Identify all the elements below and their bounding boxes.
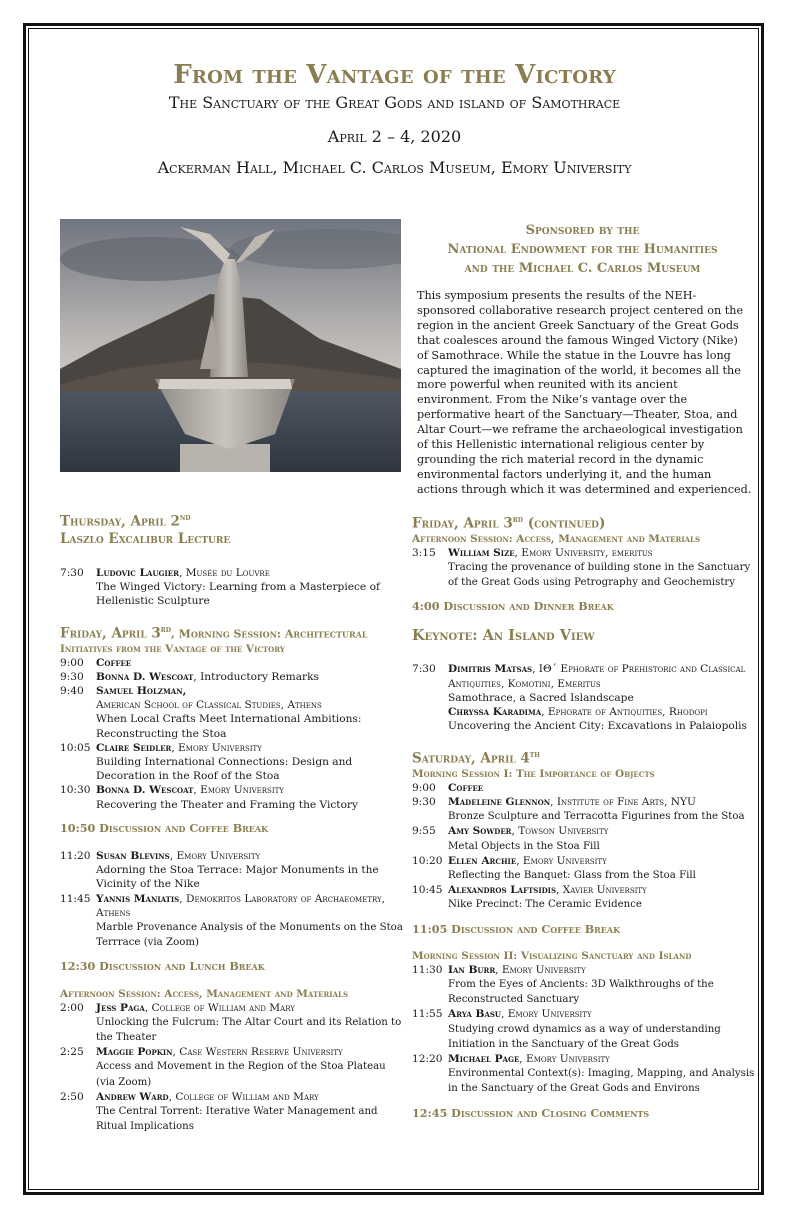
morning-session-1-heading: Morning Session I: The Importance of Objects: [412, 767, 655, 780]
program-item: 7:30 Dimitris Matsas, IΘ΄ Ephorate of Prehistoric and Classical Antiquities, Komotini, Emeritus Samothrace, a Sacred Islandscape Chryssa Karadima, Ephorate of Antiquities, Rhodopi Uncovering the Ancient City: Excavations in Palaiopolis: [412, 663, 747, 733]
program-item: 10:05 Claire Seidler, Emory University Building International Connections: Design and Decoration in the Roof of the Stoa: [60, 741, 353, 783]
friday-heading: Friday, April 3rd, Morning Session: Architectural: [60, 625, 368, 642]
program-item: 12:20 Michael Page, Emory University Environmental Context(s): Imaging, Mapping, and Analysis in the Sanctuary of the Great Gods and Environs: [412, 1053, 755, 1095]
sponsor-heading: [410, 221, 755, 278]
keynote-heading: Keynote: An Island View: [412, 627, 595, 645]
event-venue: Ackerman Hall, Michael C. Carlos Museum, Emory University: [157, 158, 632, 177]
program-item: 9:30 Madeleine Glennon, Institute of Fine Arts, NYU Bronze Sculpture and Terracotta Figurines from the Stoa: [412, 796, 745, 823]
sponsor-line-2: National Endowment for the Humanities: [447, 242, 718, 257]
program-right-column: [412, 512, 757, 1120]
saturday-heading: Saturday, April 4th: [412, 750, 540, 767]
intro-paragraph: This symposium presents the results of the NEH-sponsored collaborative research project centered on the region in the ancient Greek Sanctuary of the Great Gods that coalesces around the famous Winged Victory (Nike) of Samothrace. While the statue in the Louvre has long captured the imagination of the world, it becomes all the more powerful when reunited with its ancient environment. From the Nike’s vantage over the performative heart of the Sanctuary—Theater, Stoa, and Altar Court—we reframe the archaeological investigation of this Hellenistic international religious center by grounding the rich material record in the dynamic environmental factors underlying it, and the human actions through which it was determined and experienced.: [417, 289, 752, 496]
program-item: 11:55 Arya Basu, Emory University Studying crowd dynamics as a way of understanding Initiation in the Sanctuary of the Great Gods: [412, 1008, 721, 1050]
morning-session-2-heading: Morning Session II: Visualizing Sanctuary and Island: [412, 949, 692, 962]
program-item: 9:00 Coffee: [412, 781, 484, 794]
program-item: 9:00 Coffee: [60, 656, 132, 669]
event-dates: April 2 – 4, 2020: [327, 127, 462, 146]
program-item: 2:25 Maggie Popkin, Case Western Reserve University Access and Movement in the Region of the Stoa Plateau (via Zoom): [60, 1046, 386, 1088]
program-item: 9:40 Samuel Holzman, American School of Classical Studies, Athens When Local Crafts Meet International Ambitions: Reconstructing the Stoa: [60, 685, 362, 740]
coffee-break: 10:50 Discussion and Coffee Break: [60, 820, 269, 835]
closing-comments: 12:45 Discussion and Closing Comments: [412, 1105, 650, 1120]
sponsor-line-3: and the Michael C. Carlos Museum: [464, 261, 701, 276]
thursday-heading: Thursday, April 2nd: [60, 513, 191, 530]
page-subtitle: The Sanctuary of the Great Gods and island of Samothrace: [168, 93, 621, 112]
morning-session-heading: Initiatives from the Vantage of the Victory: [60, 642, 285, 655]
program-item: 2:50 Andrew Ward, College of William and Mary The Central Torrent: Iterative Water Management and Ritual Implications: [60, 1090, 378, 1133]
program-item: 11:45 Yannis Maniatis, Demokritos Laboratory of Archaeometry, Athens Marble Provenance Analysis of the Monuments on the Stoa Terrrace (via Zoom): [60, 892, 403, 949]
program-item: 9:55 Amy Sowder, Towson University Metal Objects in the Stoa Fill: [412, 825, 609, 852]
lecture-heading: Laszlo Excalibur Lecture: [60, 530, 231, 547]
program-item: 2:00 Jess Paga, College of William and Mary Unlocking the Fulcrum: The Altar Court and its Relation to the Theater: [60, 1001, 402, 1044]
coffee-break: 11:05 Discussion and Coffee Break: [412, 921, 621, 936]
winged-victory-photo: [60, 219, 401, 472]
lunch-break: 12:30 Discussion and Lunch Break: [60, 959, 265, 974]
sponsor-line-1: Sponsored by the: [525, 223, 640, 238]
dinner-break: 4:00 Discussion and Dinner Break: [412, 599, 614, 614]
program-item: 9:30 Bonna D. Wescoat, Introductory Remarks: [60, 670, 319, 683]
program-item: 10:45 Alexandros Laftsidis, Xavier University Nike Precinct: The Ceramic Evidence: [412, 884, 647, 911]
afternoon-session-heading: Afternoon Session: Access, Management and Materials: [60, 987, 349, 1000]
program-item: 3:15 William Size, Emory University, emeritus Tracing the provenance of building stone in the Sanctuary of the Great Gods using Petrography and Geochemistry: [412, 546, 751, 588]
program-item: 10:30 Bonna D. Wescoat, Emory University Recovering the Theater and Framing the Victory: [60, 784, 358, 811]
friday-continued-heading: Friday, April 3rd (continued): [412, 515, 606, 532]
program-item: 10:20 Ellen Archie, Emory University Reflecting the Banquet: Glass from the Stoa Fill: [412, 854, 696, 882]
program-item: 7:30 Ludovic Laugier, Musée du Louvre The Winged Victory: Learning from a Masterpiece of Hellenistic Sculpture: [60, 566, 380, 607]
program-item: 11:30 Ian Burr, Emory University From the Eyes of Ancients: 3D Walkthroughs of the Reconstructed Sanctuary: [412, 963, 714, 1006]
program-left-column: [60, 510, 405, 1135]
nike-statue-image: [60, 219, 401, 472]
afternoon-session-heading: Afternoon Session: Access, Management and Materials: [412, 532, 701, 545]
page-title: From the Vantage of the Victory: [173, 60, 616, 90]
program-item: 11:20 Susan Blevins, Emory University Adorning the Stoa Terrace: Major Monuments in the Vicinity of the Nike: [60, 850, 379, 891]
